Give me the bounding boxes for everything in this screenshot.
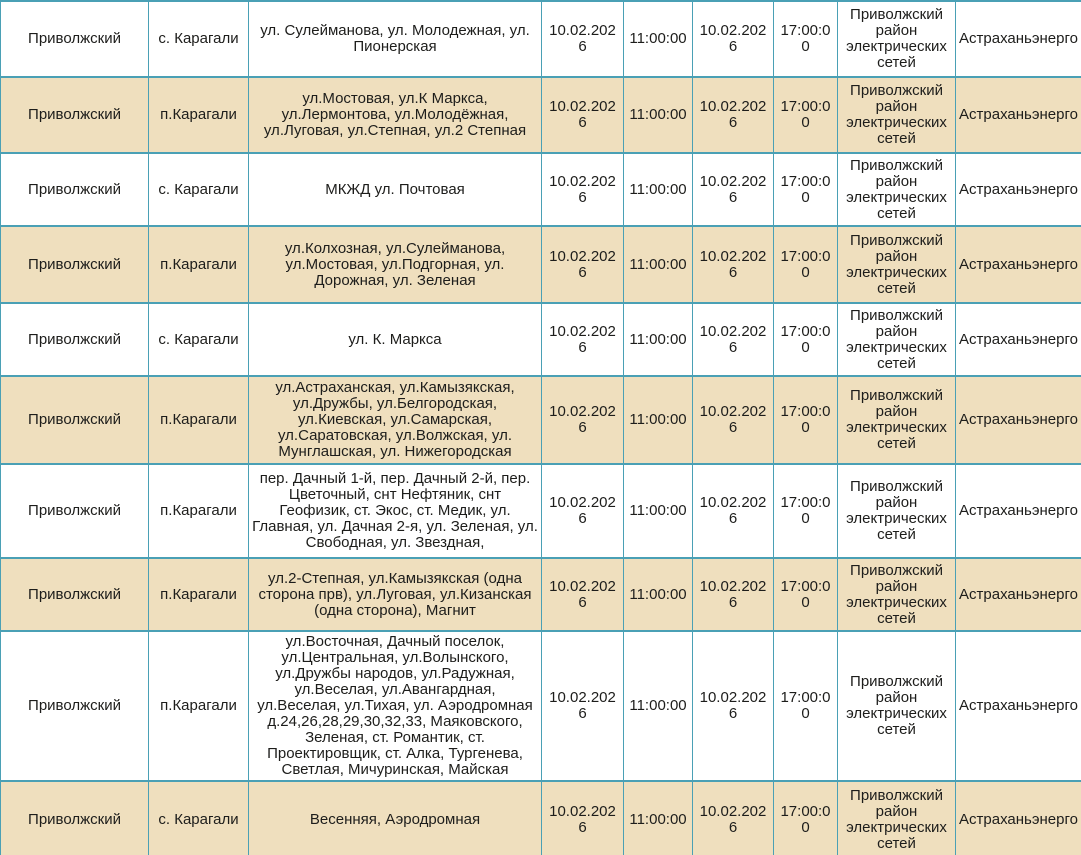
- cell-date-start: 10.02.2026: [542, 376, 624, 464]
- cell-streets: ул.Астраханская, ул.Камызякская, ул.Дружбы, ул.Белгородская, ул.Киевская, ул.Самарская, ул.Саратовская, ул.Волжская, ул. Мунглашская, ул. Нижегородская: [249, 376, 542, 464]
- cell-date-end: 10.02.2026: [693, 376, 774, 464]
- cell-time-end: 17:00:00: [774, 781, 838, 855]
- cell-time-start: 11:00:00: [624, 1, 693, 77]
- table-row: [1, 631, 1081, 781]
- cell-network: Приволжский район электрических сетей: [838, 558, 956, 631]
- cell-district: Приволжский: [1, 1, 149, 77]
- cell-network: Приволжский район электрических сетей: [838, 226, 956, 303]
- cell-streets: ул.Мостовая, ул.К Маркса, ул.Лермонтова, ул.Молодёжная, ул.Луговая, ул.Степная, ул.2 Степная: [249, 77, 542, 153]
- cell-settlement: п.Карагали: [149, 558, 249, 631]
- table-row: [1, 77, 1081, 153]
- table-row: [1, 464, 1081, 558]
- cell-network: Приволжский район электрических сетей: [838, 77, 956, 153]
- cell-district: Приволжский: [1, 303, 149, 376]
- cell-date-end: 10.02.2026: [693, 1, 774, 77]
- cell-time-start: 11:00:00: [624, 631, 693, 781]
- cell-company: Астраханьэнерго: [956, 781, 1081, 855]
- cell-district: Приволжский: [1, 558, 149, 631]
- cell-time-start: 11:00:00: [624, 153, 693, 226]
- cell-time-start: 11:00:00: [624, 226, 693, 303]
- table-row: [1, 303, 1081, 376]
- cell-streets: ул. К. Маркса: [249, 303, 542, 376]
- cell-company: Астраханьэнерго: [956, 631, 1081, 781]
- cell-date-start: 10.02.2026: [542, 1, 624, 77]
- cell-time-end: 17:00:00: [774, 153, 838, 226]
- cell-settlement: с. Карагали: [149, 1, 249, 77]
- cell-settlement: п.Карагали: [149, 464, 249, 558]
- cell-district: Приволжский: [1, 631, 149, 781]
- cell-district: Приволжский: [1, 77, 149, 153]
- cell-streets: Весенняя, Аэродромная: [249, 781, 542, 855]
- cell-company: Астраханьэнерго: [956, 226, 1081, 303]
- cell-time-end: 17:00:00: [774, 558, 838, 631]
- cell-settlement: п.Карагали: [149, 77, 249, 153]
- table-row: [1, 226, 1081, 303]
- cell-date-end: 10.02.2026: [693, 631, 774, 781]
- cell-time-end: 17:00:00: [774, 77, 838, 153]
- cell-time-end: 17:00:00: [774, 226, 838, 303]
- cell-date-start: 10.02.2026: [542, 303, 624, 376]
- cell-settlement: с. Карагали: [149, 303, 249, 376]
- cell-company: Астраханьэнерго: [956, 1, 1081, 77]
- table-row: [1, 153, 1081, 226]
- cell-time-end: 17:00:00: [774, 1, 838, 77]
- cell-date-end: 10.02.2026: [693, 153, 774, 226]
- cell-date-end: 10.02.2026: [693, 464, 774, 558]
- cell-date-start: 10.02.2026: [542, 226, 624, 303]
- cell-settlement: п.Карагали: [149, 376, 249, 464]
- cell-date-start: 10.02.2026: [542, 464, 624, 558]
- cell-settlement: с. Карагали: [149, 153, 249, 226]
- cell-date-start: 10.02.2026: [542, 631, 624, 781]
- cell-settlement: п.Карагали: [149, 631, 249, 781]
- cell-date-end: 10.02.2026: [693, 303, 774, 376]
- cell-settlement: с. Карагали: [149, 781, 249, 855]
- table-row: [1, 558, 1081, 631]
- cell-time-start: 11:00:00: [624, 464, 693, 558]
- cell-date-end: 10.02.2026: [693, 781, 774, 855]
- cell-company: Астраханьэнерго: [956, 376, 1081, 464]
- cell-company: Астраханьэнерго: [956, 558, 1081, 631]
- cell-date-end: 10.02.2026: [693, 77, 774, 153]
- cell-network: Приволжский район электрических сетей: [838, 1, 956, 77]
- cell-network: Приволжский район электрических сетей: [838, 464, 956, 558]
- cell-streets: пер. Дачный 1-й, пер. Дачный 2-й, пер. Цветочный, снт Нефтяник, снт Геофизик, ст. Экос, ст. Медик, ул. Главная, ул. Дачная 2-я, ул. Зеленая, ул. Свободная, ул. Звездная,: [249, 464, 542, 558]
- cell-district: Приволжский: [1, 464, 149, 558]
- cell-time-start: 11:00:00: [624, 77, 693, 153]
- cell-company: Астраханьэнерго: [956, 303, 1081, 376]
- outage-table-body: [1, 1, 1081, 855]
- cell-time-start: 11:00:00: [624, 303, 693, 376]
- cell-streets: ул. Сулейманова, ул. Молодежная, ул. Пионерская: [249, 1, 542, 77]
- table-row: [1, 1, 1081, 77]
- cell-date-start: 10.02.2026: [542, 153, 624, 226]
- cell-district: Приволжский: [1, 376, 149, 464]
- cell-time-end: 17:00:00: [774, 464, 838, 558]
- cell-date-start: 10.02.2026: [542, 781, 624, 855]
- cell-streets: ул.2-Степная, ул.Камызякская (одна сторона прв), ул.Луговая, ул.Кизанская (одна сторона), Магнит: [249, 558, 542, 631]
- cell-streets: ул.Восточная, Дачный поселок, ул.Центральная, ул.Волынского, ул.Дружбы народов, ул.Радужная, ул.Веселая, ул.Авангардная, ул.Веселая, ул.Тихая, ул. Аэродромная д.24,26,28,29,30,32,33, Маяковского, Зеленая, ст. Романтик, ст. Проектировщик, ст. Алка, Тургенева, Светлая, Мичуринская, Майская: [249, 631, 542, 781]
- cell-time-end: 17:00:00: [774, 631, 838, 781]
- cell-network: Приволжский район электрических сетей: [838, 631, 956, 781]
- table-row: [1, 376, 1081, 464]
- cell-date-end: 10.02.2026: [693, 226, 774, 303]
- cell-date-start: 10.02.2026: [542, 77, 624, 153]
- cell-network: Приволжский район электрических сетей: [838, 376, 956, 464]
- cell-district: Приволжский: [1, 153, 149, 226]
- cell-time-start: 11:00:00: [624, 376, 693, 464]
- cell-settlement: п.Карагали: [149, 226, 249, 303]
- cell-company: Астраханьэнерго: [956, 153, 1081, 226]
- cell-date-end: 10.02.2026: [693, 558, 774, 631]
- cell-date-start: 10.02.2026: [542, 558, 624, 631]
- table-row: [1, 781, 1081, 855]
- cell-company: Астраханьэнерго: [956, 464, 1081, 558]
- cell-network: Приволжский район электрических сетей: [838, 153, 956, 226]
- cell-district: Приволжский: [1, 781, 149, 855]
- cell-time-end: 17:00:00: [774, 303, 838, 376]
- cell-district: Приволжский: [1, 226, 149, 303]
- cell-time-start: 11:00:00: [624, 781, 693, 855]
- cell-time-start: 11:00:00: [624, 558, 693, 631]
- cell-streets: ул.Колхозная, ул.Сулейманова, ул.Мостовая, ул.Подгорная, ул. Дорожная, ул. Зеленая: [249, 226, 542, 303]
- cell-time-end: 17:00:00: [774, 376, 838, 464]
- cell-network: Приволжский район электрических сетей: [838, 303, 956, 376]
- cell-company: Астраханьэнерго: [956, 77, 1081, 153]
- cell-streets: МКЖД ул. Почтовая: [249, 153, 542, 226]
- cell-network: Приволжский район электрических сетей: [838, 781, 956, 855]
